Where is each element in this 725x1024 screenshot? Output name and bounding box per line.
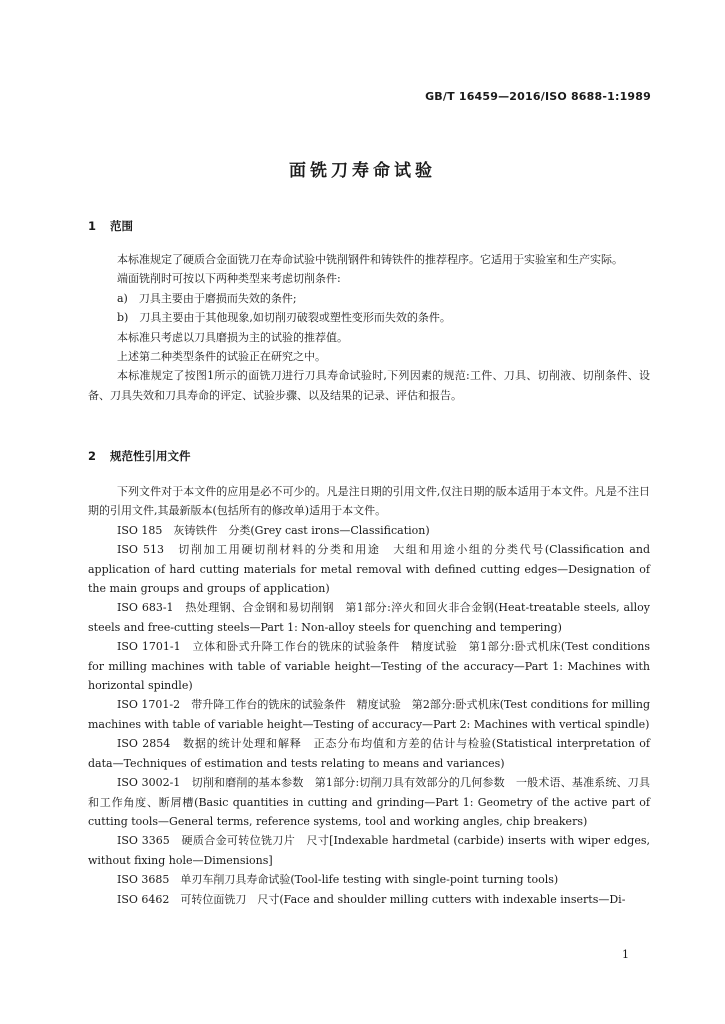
reference-item: ISO 1701-2 带升降工作台的铣床的试验条件 精度试验 第2部分:卧式机床(Test conditions for milling machines with table of variable height—Testing of accuracy—Part 2: Machines with vertical spindle) (88, 698, 650, 731)
list-item: b) 刀具主要由于其他现象,如切削刃破裂或塑性变形而失效的条件。 (117, 311, 451, 325)
page-number: 1 (622, 948, 629, 961)
reference-item: ISO 1701-1 立体和卧式升降工作台的铣床的试验条件 精度试验 第1部分:卧式机床(Test conditions for milling machines with table of variable height—Testing of the accuracy—Part 1: Machines with horizontal spindle) (88, 640, 650, 693)
paragraph: 本标准只考虑以刀具磨损为主的试验的推荐值。 (117, 330, 348, 344)
section-1-title: 范围 (110, 219, 133, 233)
reference-item: ISO 185 灰铸铁件 分类(Grey cast irons—Classification) (117, 523, 430, 537)
reference-item: ISO 6462 可转位面铣刀 尺寸(Face and shoulder milling cutters with indexable inserts—Di- (117, 892, 626, 906)
document-title: 面铣刀寿命试验 (289, 161, 436, 181)
reference-item: ISO 3685 单刃车削刀具寿命试验(Tool-life testing with single-point turning tools) (117, 873, 559, 887)
paragraph: 下列文件对于本文件的应用是必不可少的。凡是注日期的引用文件,仅注日期的版本适用于本文件。凡是不注日期的引用文件,其最新版本(包括所有的修改单)适用于本文件。 (88, 485, 650, 518)
paragraph: 本标准规定了按图1所示的面铣刀进行刀具寿命试验时,下列因素的规范:工件、刀具、切削液、切削条件、设备、刀具失效和刀具寿命的评定、试验步骤、以及结果的记录、评估和报告。 (88, 369, 650, 402)
section-2-heading (88, 448, 191, 464)
section-2-number: 2 (88, 449, 97, 463)
section-1-number: 1 (88, 219, 97, 233)
section-1-heading (88, 218, 133, 234)
reference-item: ISO 3002-1 切削和磨削的基本参数 第1部分:切削刀具有效部分的几何参数 一般术语、基准系统、刀具和工作角度、断屑槽(Basic quantities in cutting and grinding—Part 1: Geometry of the active part of cutting tools—General terms, reference systems, tool and working angles, chip breakers) (88, 776, 650, 828)
reference-item: ISO 2854 数据的统计处理和解释 正态分布均值和方差的估计与检验(Statistical interpretation of data—Techniques of estimation and tests relating to means and variances) (88, 737, 650, 770)
standard-code: GB/T 16459—2016/ISO 8688-1:1989 (425, 90, 651, 103)
paragraph: 上述第二种类型条件的试验正在研究之中。 (117, 350, 326, 364)
section-2-body (88, 482, 650, 909)
paragraph: 端面铣削时可按以下两种类型来考虑切削条件: (117, 272, 341, 286)
section-1-body (88, 250, 650, 405)
reference-item: ISO 683-1 热处理钢、合金钢和易切削钢 第1部分:淬火和回火非合金钢(Heat-treatable steels, alloy steels and free-cutting steels—Part 1: Non-alloy steels for quenching and tempering) (88, 601, 650, 634)
section-2-title: 规范性引用文件 (110, 449, 191, 463)
paragraph: 本标准规定了硬质合金面铣刀在寿命试验中铣削钢件和铸铁件的推荐程序。它适用于实验室和生产实际。 (117, 253, 623, 266)
reference-item: ISO 513 切削加工用硬切削材料的分类和用途 大组和用途小组的分类代号(Classification and application of hard cutting materials for metal removal with defined cutting edges—Designation of the main groups and groups of application) (88, 543, 650, 596)
list-item: a) 刀具主要由于磨损而失效的条件; (117, 291, 297, 305)
reference-item: ISO 3365 硬质合金可转位铣刀片 尺寸[Indexable hardmetal (carbide) inserts with wiper edges, without fixing hole—Dimensions] (88, 834, 650, 867)
